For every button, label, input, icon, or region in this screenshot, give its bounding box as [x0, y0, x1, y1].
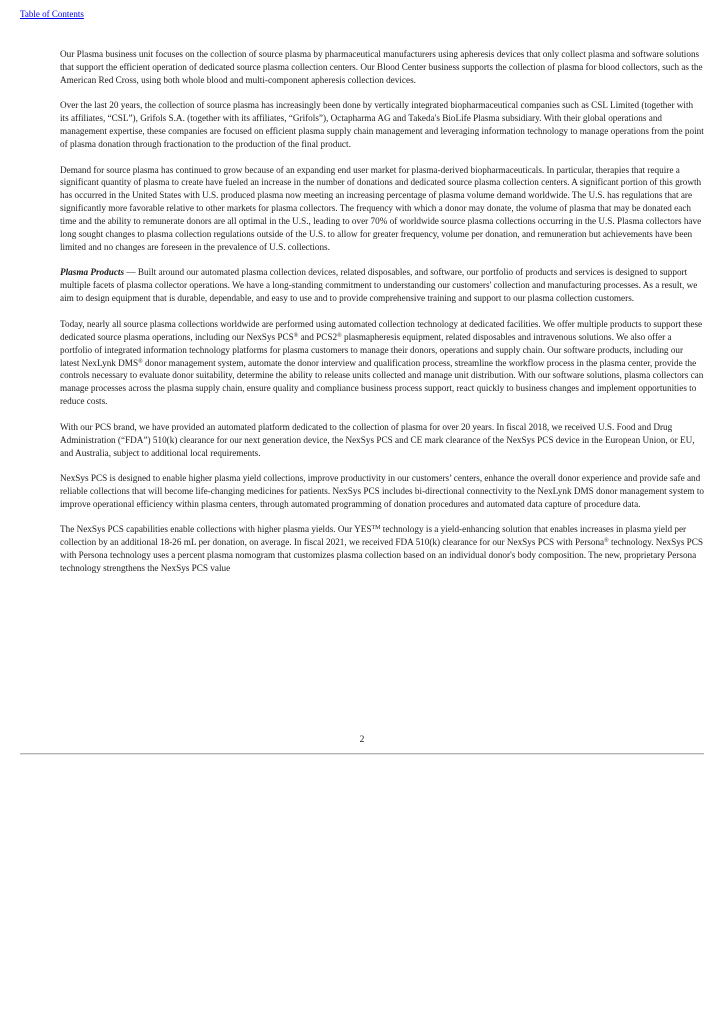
paragraph-automated-collection: [60, 318, 704, 408]
plasma-products-text: — Built around our automated plasma collection devices, related disposables, and software, our portfolio of products and services is designed to support multiple facets of plasma collector operations. We have a long-standing commitment to understanding our customers' collection and manufacturing processes. As a result, we aim to design equipment that is durable, dependable, and easy to use and to provide comprehensive training and support to our plasma collection customers.: [60, 267, 698, 304]
paragraph-plasma-business: Our Plasma business unit focuses on the collection of source plasma by pharmaceutical manufacturers using apheresis devices that only collect plasma and software solutions that support the efficient operation of dedicated source plasma collection centers. Our Blood Center business supports the collection of plasma for blood collectors, such as the American Red Cross, using both whole blood and multi-component apheresis collection devices.: [60, 49, 703, 85]
page-number: 2: [359, 735, 365, 745]
capabilities-text-3: technology. NexSys PCS with Persona technology uses a percent plasma nomogram that customizes plasma collection based on an individual donor's body composition. The new, proprietary Persona technology strengthens the NexSys PCS value: [60, 537, 704, 574]
paragraph-plasma-demand: Demand for source plasma has continued to grow because of an expanding end user market for plasma-derived biopharmaceuticals. In particular, therapies that require a significant quantity of plasma to create have fueled an increase in the number of donations and dedicated source plasma collection centers. A significant portion of this growth has occurred in the United States with U.S. produced plasma now meeting an increasing percentage of plasma volume demand worldwide. The U.S. has regulations that are significantly more favorable relative to other markets for plasma collectors. The frequency with which a donor may donate, the volume of plasma that may be donated each time and the ability to remunerate donors are all optimal in the U.S., leading to over 70% of worldwide source plasma collections occurring in the U.S. Plasma collectors have long sought changes to plasma collection regulations outside of the U.S. to allow for greater frequency, volume per donation, and remuneration but achievements have been limited and no changes are foreseen in the prevalence of U.S. collections.: [60, 164, 702, 252]
paragraph-plasma-products: [60, 266, 704, 305]
registered-mark: ®: [604, 538, 609, 545]
registered-mark: ®: [337, 332, 342, 339]
capabilities-text-2: technology is a yield-enhancing solution that enables increases in plasma yield per collection by an additional 18-26 mL per donation, on average. In fiscal 2021, we received FDA 510(k) clearance for our NexSys PCS with Persona: [60, 524, 687, 548]
paragraph-pcs-brand: With our PCS brand, we have provided an automated platform dedicated to the collection of plasma for over 20 years. In fiscal 2018, we received U.S. Food and Drug Administration (“FDA”) 510(k) clearance for our next generation device, the NexSys PCS and CE mark clearance of the NexSys PCS device in the European Union, or EU, and Australia, subject to additional local requirements.: [60, 421, 695, 458]
automated-collection-text-2: and PCS2: [298, 331, 338, 342]
paragraph-nexsys-capabilities: [60, 523, 704, 575]
automated-collection-text-4: donor management system, automate the donor interview and qualification process, streamline the workflow process in the plasma center, provide the controls necessary to evaluate donor suitability, determine the ability to release units collected and manage unit distribution. With our software solutions, plasma collectors can manage processes across the plasma supply chain, ensure quality and compliance business process support, react quickly to business changes and implement opportunities to reduce costs.: [60, 357, 704, 407]
automated-collection-text-3: plasmapheresis equipment, related disposables and intravenous solutions. We also offer a portfolio of integrated information technology platforms for plasma customers to manage their donors, operations and supply chain. Our software products, including our latest NexLynk DMS: [60, 331, 684, 368]
document-body: [60, 48, 704, 588]
registered-mark: ®: [138, 358, 143, 365]
capabilities-text-1: The NexSys PCS capabilities enable collections with higher plasma yields. Our YES: [60, 524, 372, 535]
table-of-contents-link[interactable]: Table of Contents: [20, 9, 84, 19]
automated-collection-text-1: Today, nearly all source plasma collections worldwide are performed using automated collection technology at dedicated facilities. We offer multiple products to support these dedicated source plasma operations, including our NexSys PCS: [60, 318, 703, 342]
paragraph-source-plasma-history: Over the last 20 years, the collection of source plasma has increasingly been done by vertically integrated biopharmaceutical companies such as CSL Limited (together with its affiliates, “CSL”), Grifols S.A. (together with its affiliates, “Grifols”), Octapharma AG and Takeda's BioLife Plasma subsidiary. With their global operations and management expertise, these companies are focused on efficient plasma supply chain management and leveraging information technology to manage operations from the point of plasma donation through fractionation to the production of the final product.: [60, 100, 704, 150]
paragraph-nexsys-pcs: NexSys PCS is designed to enable higher plasma yield collections, improve productivity in our customers’ centers, enhance the overall donor experience and provide safe and reliable collections that will become life-changing medicines for patients. NexSys PCS includes bi-directional connectivity to the NexLynk DMS donor management system to improve operational efficiency within plasma centers, through automated programming of donation procedures and automated data capture of procedure data.: [60, 473, 704, 509]
registered-mark: ®: [293, 332, 299, 339]
page-divider: [20, 753, 704, 755]
trademark-mark: TM: [371, 525, 381, 532]
plasma-products-heading: Plasma Products: [60, 267, 125, 278]
